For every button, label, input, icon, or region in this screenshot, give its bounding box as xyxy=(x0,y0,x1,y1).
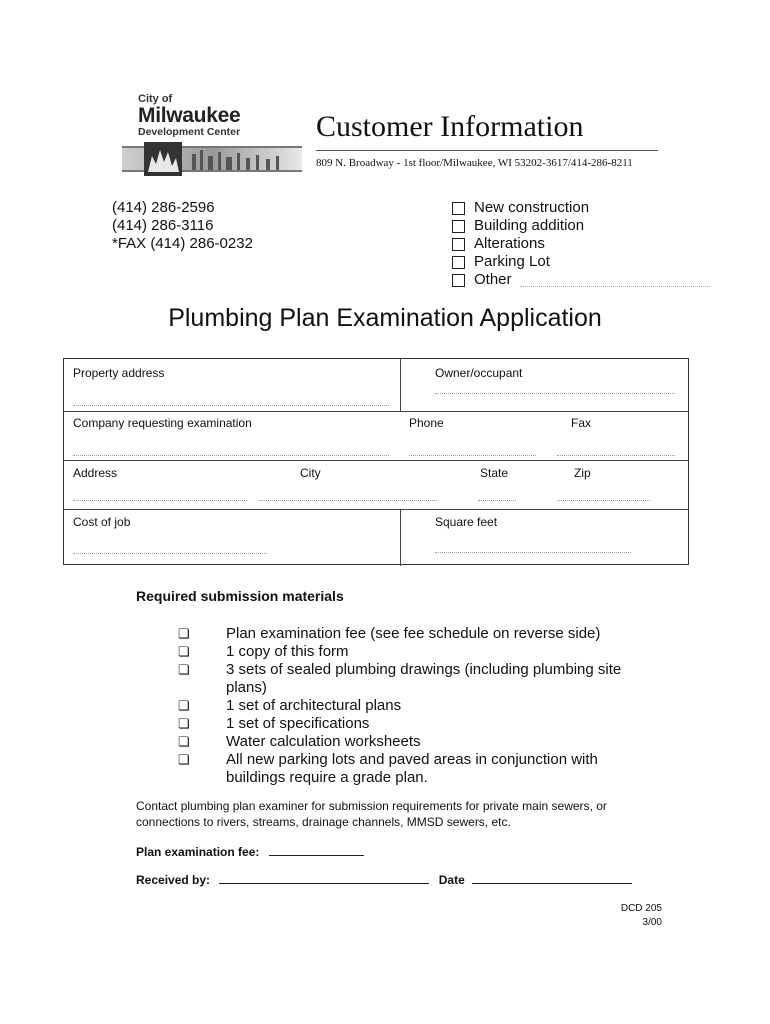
city-skyline-logo-graphic xyxy=(122,142,302,176)
fax-label: Fax xyxy=(571,416,592,430)
company-input[interactable] xyxy=(73,455,389,456)
row-divider xyxy=(64,460,688,461)
contact-note: Contact plumbing plan examiner for submission requirements for private main sewers, or connections to rivers, streams, drainage channels, MMSD sewers, etc. xyxy=(136,799,607,829)
required-materials-heading: Required submission materials xyxy=(136,588,344,604)
owner-occupant-label: Owner/occupant xyxy=(435,366,523,380)
cell-divider xyxy=(400,359,401,411)
cell-divider xyxy=(400,509,401,566)
checkbox-icon[interactable]: ❏ xyxy=(178,644,190,659)
list-item xyxy=(178,625,648,643)
checkbox-label: New construction xyxy=(474,199,590,216)
date-input[interactable] xyxy=(472,873,632,884)
list-item xyxy=(178,751,648,787)
customer-information-title: Customer Information xyxy=(316,110,584,143)
received-by-label: Received by: xyxy=(136,873,211,887)
project-type-checklist xyxy=(452,199,710,289)
row-divider xyxy=(64,509,688,510)
cost-of-job-input[interactable] xyxy=(73,553,267,554)
address-label: Address xyxy=(73,466,118,480)
property-address-input[interactable] xyxy=(73,405,389,406)
list-item-text: All new parking lots and paved areas in conjunction with buildings require a grade plan. xyxy=(226,751,598,786)
zip-label: Zip xyxy=(574,466,591,480)
list-item-text: 3 sets of sealed plumbing drawings (including plumbing site plans) xyxy=(226,661,622,696)
date-label: Date xyxy=(438,873,465,887)
phone-numbers xyxy=(112,199,253,253)
company-label: Company requesting examination xyxy=(73,416,252,430)
logo-milwaukee: Milwaukee xyxy=(138,104,241,127)
fax-number: *FAX (414) 286-0232 xyxy=(112,235,253,252)
list-item-text: 1 copy of this form xyxy=(226,643,349,660)
checkbox[interactable] xyxy=(452,202,465,215)
required-materials-list xyxy=(178,625,648,787)
office-address: 809 N. Broadway - 1st floor/Milwaukee, WI 53202-3617/414-286-8211 xyxy=(316,157,633,169)
list-item xyxy=(178,697,648,715)
project-type-new-construction[interactable] xyxy=(452,199,710,217)
owner-occupant-input[interactable] xyxy=(435,393,675,394)
project-type-building-addition[interactable] xyxy=(452,217,710,235)
plan-fee-input[interactable] xyxy=(269,845,364,856)
city-input[interactable] xyxy=(259,500,437,501)
project-type-other[interactable] xyxy=(452,271,710,289)
fax-input[interactable] xyxy=(557,455,675,456)
plan-fee-row xyxy=(136,845,364,859)
checkbox-icon[interactable]: ❏ xyxy=(178,734,190,749)
checkbox-icon[interactable]: ❏ xyxy=(178,662,190,677)
form-code-number: DCD 205 xyxy=(620,903,662,914)
phone-number: (414) 286-2596 xyxy=(112,199,215,216)
checkbox[interactable] xyxy=(452,238,465,251)
list-item xyxy=(178,733,648,751)
checkbox-label: Building addition xyxy=(474,217,585,234)
checkbox-icon[interactable]: ❏ xyxy=(178,626,190,641)
application-form-table xyxy=(63,358,689,565)
list-item xyxy=(178,715,648,733)
property-address-label: Property address xyxy=(73,366,165,380)
logo-city-of: City of xyxy=(138,93,173,105)
checkbox-label: Alterations xyxy=(474,235,545,252)
checkbox[interactable] xyxy=(452,256,465,269)
project-type-parking-lot[interactable] xyxy=(452,253,710,271)
phone-input[interactable] xyxy=(409,455,536,456)
form-code-date: 3/00 xyxy=(642,917,662,928)
city-label: City xyxy=(300,466,321,480)
other-input-line[interactable] xyxy=(520,274,710,287)
list-item-text: 1 set of specifications xyxy=(226,715,370,732)
list-item xyxy=(178,643,648,661)
received-by-input[interactable] xyxy=(219,873,429,884)
checkbox-icon[interactable]: ❏ xyxy=(178,698,190,713)
phone-number: (414) 286-3116 xyxy=(112,217,214,234)
list-item-text: 1 set of architectural plans xyxy=(226,697,402,714)
checkbox[interactable] xyxy=(452,220,465,233)
checkbox-icon[interactable]: ❏ xyxy=(178,752,190,767)
plan-fee-label: Plan examination fee: xyxy=(136,845,260,859)
state-label: State xyxy=(480,466,509,480)
state-input[interactable] xyxy=(478,500,516,501)
square-feet-input[interactable] xyxy=(435,552,631,553)
list-item-text: Plan examination fee (see fee schedule on reverse side) xyxy=(226,625,601,642)
title-divider xyxy=(316,150,658,151)
project-type-alterations[interactable] xyxy=(452,235,710,253)
checkbox-label: Parking Lot xyxy=(474,253,550,270)
cost-of-job-label: Cost of job xyxy=(73,515,131,529)
list-item xyxy=(178,661,648,697)
checkbox-label: Other xyxy=(474,271,512,288)
square-feet-label: Square feet xyxy=(435,515,498,529)
checkbox[interactable] xyxy=(452,274,465,287)
zip-input[interactable] xyxy=(557,500,650,501)
row-divider xyxy=(64,411,688,412)
list-item-text: Water calculation worksheets xyxy=(226,733,421,750)
checkbox-icon[interactable]: ❏ xyxy=(178,716,190,731)
address-input[interactable] xyxy=(73,500,247,501)
received-row xyxy=(136,873,632,887)
phone-label: Phone xyxy=(409,416,444,430)
form-title: Plumbing Plan Examination Application xyxy=(168,304,602,332)
logo-development-center: Development Center xyxy=(138,126,241,138)
form-code xyxy=(600,902,662,930)
